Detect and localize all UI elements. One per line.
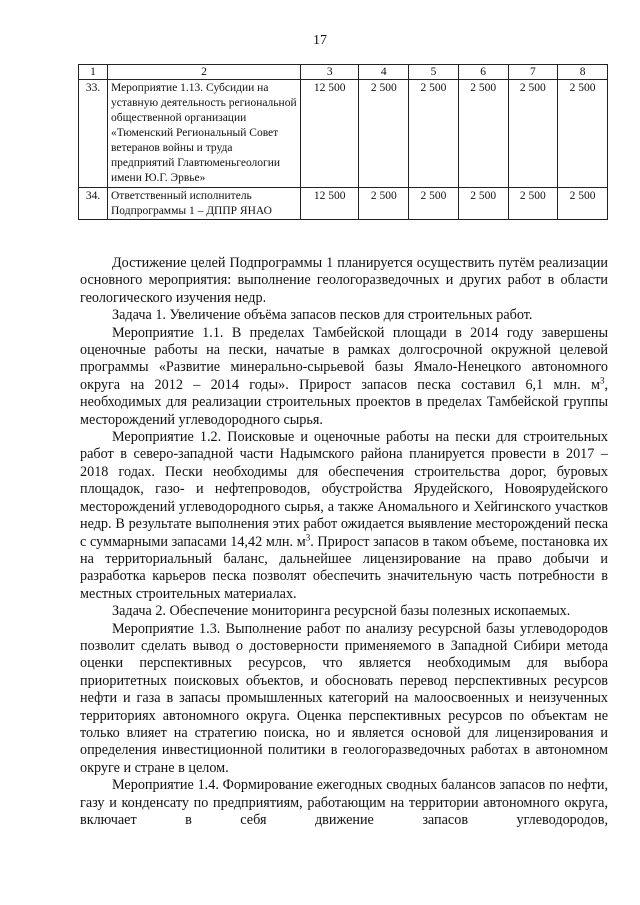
row-value: 12 500	[301, 80, 359, 188]
header-cell: 4	[359, 65, 409, 80]
superscript: 3	[599, 375, 605, 386]
header-cell: 5	[409, 65, 459, 80]
row-value: 2 500	[508, 187, 558, 220]
row-value: 2 500	[359, 187, 409, 220]
row-value: 2 500	[458, 187, 508, 220]
paragraph-text: . Прирост запасов в таком объеме, постановка их на территориальный баланс, дальнейшее лицензирование на право добычи и разработка карьеров песка позволят обеспечить значительную часть потребности в местных строительных материалах.	[80, 533, 608, 602]
document-body	[80, 255, 608, 829]
paragraph-task-2: Задача 2. Обеспечение мониторинга ресурсной базы полезных ископаемых.	[112, 603, 571, 620]
paragraph-measure-1-4: Мероприятие 1.4. Формирование ежегодных сводных балансов запасов по нефти, газу и конденсату по предприятиям, работающим на территории автономного округа, включает в себя движение запасов углеводородов,	[80, 777, 608, 828]
row-value: 2 500	[409, 80, 459, 188]
table-header-row	[79, 65, 608, 80]
row-value: 2 500	[558, 80, 608, 188]
row-number: 34.	[79, 187, 108, 220]
paragraph-text: Мероприятие 1.1. В пределах Тамбейской площади в 2014 году завершены оценочные работы на пески, начатые в рамках долгосрочной окружной целевой программы «Развитие минерально-сырьевой базы Ямало-Ненецкого автономного округа на 2012 – 2014 годы». Прирост запасов песка составил 6,1 млн. м	[80, 324, 608, 393]
page-number: 17	[313, 33, 327, 48]
table-row	[79, 80, 608, 188]
header-cell: 7	[508, 65, 558, 80]
row-name: Мероприятие 1.13. Субсидии на уставную деятельность региональной общественной организации «Тюменский Региональный Совет ветеранов войны и труда предприятий Главтюменьгеологии имени Ю.Г. Эрвье»	[108, 80, 301, 188]
row-value: 2 500	[409, 187, 459, 220]
row-name: Ответственный исполнитель Подпрограммы 1 – ДППР ЯНАО	[108, 187, 301, 220]
header-cell: 6	[458, 65, 508, 80]
header-cell: 2	[108, 65, 301, 80]
header-cell: 8	[558, 65, 608, 80]
paragraph-text: Мероприятие 1.2. Поисковые и оценочные работы на пески для строительных работ в северо-западной части Надымского района планируется провести в 2017 – 2018 годах. Пески необходимы для обеспечения строительства дорог, буровых площадок, газо- и нефтепроводов, обустройства Ярудейского, Новоярудейского месторождений углеводородного сырья, а также Аномального и Хейгинского участков недр. В результате выполнения этих работ ожидается выявление месторождений песка с суммарными запасами 14,42 млн. м	[80, 429, 608, 550]
budget-table	[78, 64, 608, 220]
row-value: 2 500	[508, 80, 558, 188]
paragraph-measure-1-2	[80, 429, 608, 603]
row-value: 2 500	[558, 187, 608, 220]
table-row	[79, 187, 608, 220]
row-value: 2 500	[458, 80, 508, 188]
header-cell: 3	[301, 65, 359, 80]
paragraph-text: , необходимых для реализации строительных проектов в пределах Тамбейской группы месторождений углеводородного сырья.	[80, 376, 608, 428]
paragraph-goals: Достижение целей Подпрограммы 1 планируется осуществить путём реализации основного мероприятия: выполнение геологоразведочных и других работ в области геологического изучения недр.	[80, 255, 608, 306]
paragraph-task-1: Задача 1. Увеличение объёма запасов песков для строительных работ.	[112, 307, 533, 324]
row-value: 12 500	[301, 187, 359, 220]
row-value: 2 500	[359, 80, 409, 188]
superscript: 3	[305, 531, 311, 542]
row-number: 33.	[79, 80, 108, 188]
paragraph-measure-1-1	[80, 325, 608, 429]
header-cell: 1	[79, 65, 108, 80]
paragraph-measure-1-3: Мероприятие 1.3. Выполнение работ по анализу ресурсной базы углеводородов позволит сделать вывод о достоверности применяемого в Западной Сибири метода оценки перспективных ресурсов, что является необходимым для выбора приоритетных поисковых объектов, и обосновать перевод перспективных ресурсов нефти и газа в запасы промышленных категорий на малоосвоенных и неизученных территориях автономного округа. Оценка перспективных ресурсов по объектам не только влияет на стратегию поиска, но и является основой для лицензирования и определения инвестиционной политики в геологоразведочных работах в автономном округе и стране в целом.	[80, 620, 608, 776]
